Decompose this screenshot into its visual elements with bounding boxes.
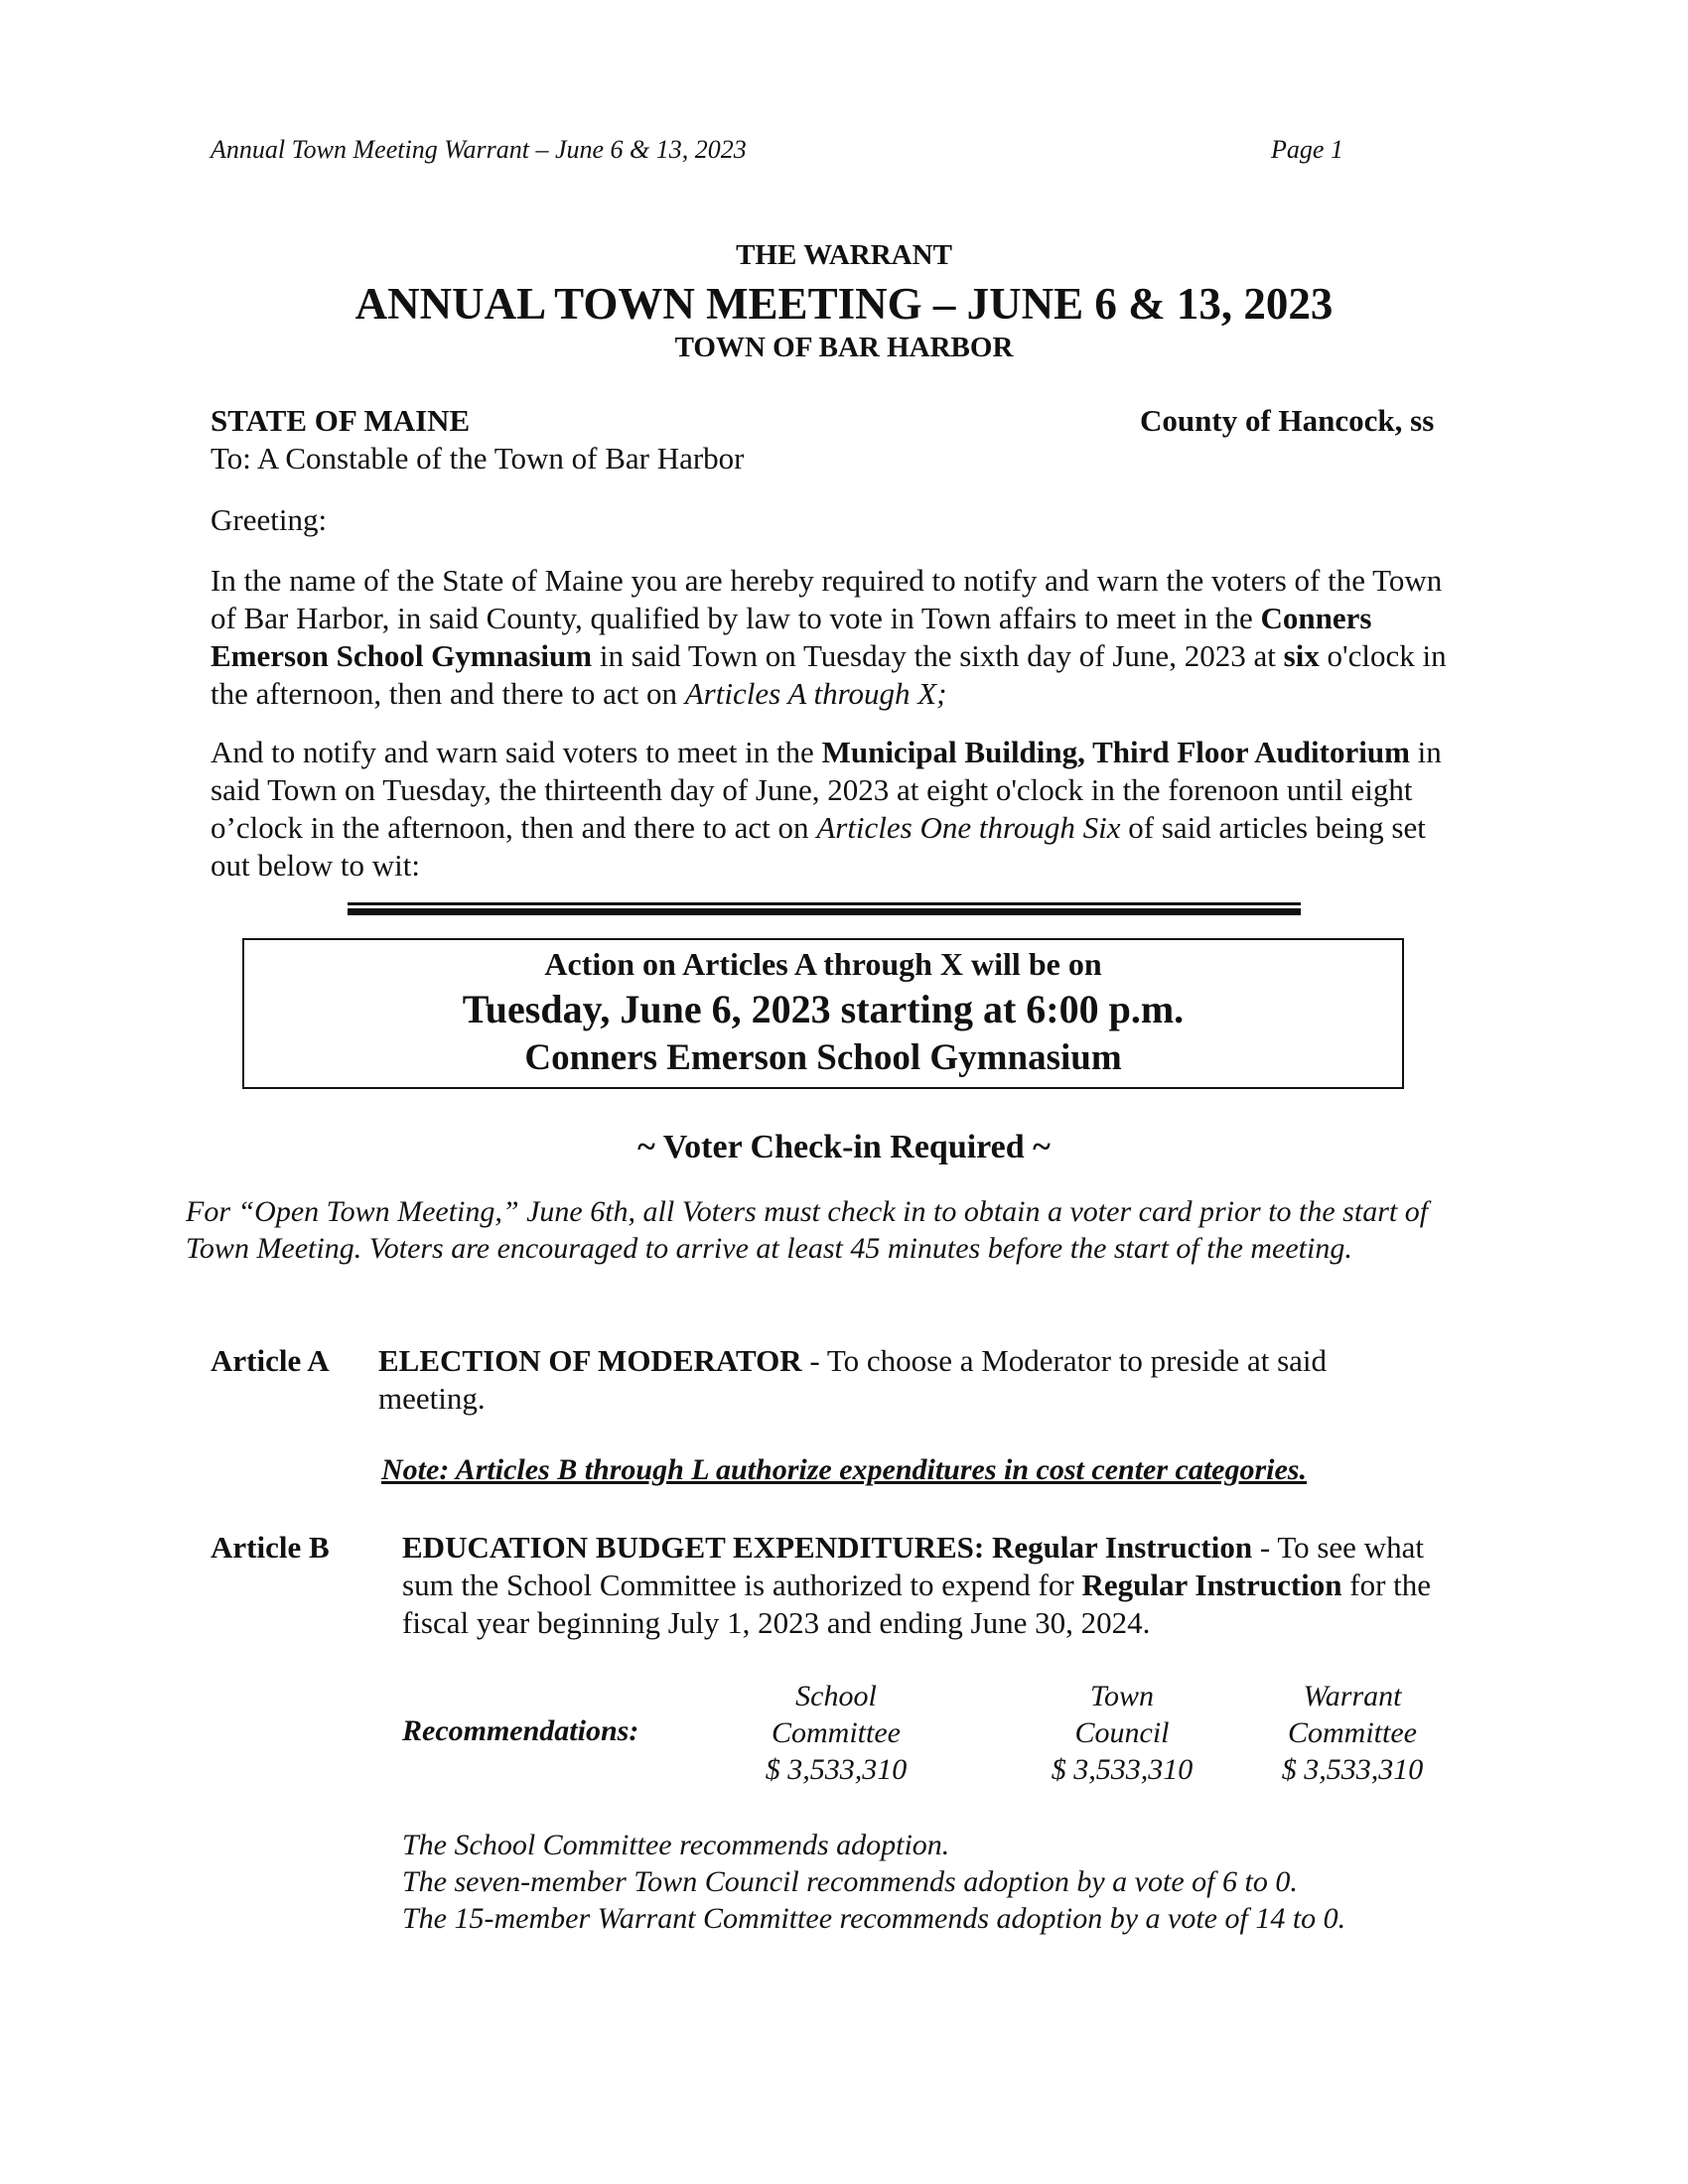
state-heading: STATE OF MAINE <box>211 403 471 438</box>
amount: $ 3,533,310 <box>765 1753 908 1786</box>
recommendation-warrant-committee: Warrant Committee $ 3,533,310 <box>1253 1678 1452 1788</box>
article-a-title: ELECTION OF MODERATOR <box>378 1343 802 1378</box>
checkin-heading: ~ Voter Check-in Required ~ <box>637 1129 1051 1165</box>
divider-rule-thick <box>348 908 1301 915</box>
greeting: Greeting: <box>211 502 328 537</box>
to-line: To: A Constable of the Town of Bar Harbor <box>211 441 745 476</box>
paragraph-notice-june-13: And to notify and warn said voters to meet in the Municipal Building, Third Floor Auditorium in said Town on Tuesday, the thirteenth day of June, 2023 at eight o'clock in the forenoon until eight o’clock in the afternoon, then and there to act on Articles One through Six of said articles being set out below to wit: <box>211 735 1442 883</box>
recommendations-label: Recommendations: <box>402 1714 639 1747</box>
announcement-line-1: Action on Articles A through X will be on <box>544 946 1102 982</box>
vote-statement: The 15-member Warrant Committee recommends adoption by a vote of 14 to 0. <box>402 1902 1346 1935</box>
page-number: Page 1 <box>1271 135 1343 164</box>
vote-statement: The seven-member Town Council recommends adoption by a vote of 6 to 0. <box>402 1865 1298 1898</box>
divider-rule <box>348 902 1301 905</box>
page-title: ANNUAL TOWN MEETING – JUNE 6 & 13, 2023 <box>354 279 1334 329</box>
announcement-line-3: Conners Emerson School Gymnasium <box>524 1037 1122 1078</box>
county-heading: County of Hancock, ss <box>1140 403 1435 438</box>
town-name: TOWN OF BAR HARBOR <box>674 332 1014 363</box>
running-header: Annual Town Meeting Warrant – June 6 & 13, 2023 <box>211 135 747 164</box>
recommendation-school-committee: School Committee $ 3,533,310 <box>737 1678 935 1788</box>
location-gymnasium: Conners Emerson School Gymnasium <box>211 601 1372 673</box>
checkin-text: For “Open Town Meeting,” June 6th, all Voters must check in to obtain a voter card prior to the start of Town Meeting. Voters are encouraged to arrive at least 45 minutes before the start of the meeting. <box>186 1195 1429 1265</box>
meeting-announcement-box <box>242 938 1404 1089</box>
article-b-label: Article B <box>211 1530 330 1565</box>
vote-statement: The School Committee recommends adoption. <box>402 1829 950 1861</box>
article-b-text: EDUCATION BUDGET EXPENDITURES: Regular Instruction - To see what sum the School Committee is authorized to expend for Regular Instruction for the fiscal year beginning July 1, 2023 and ending June 30, 2024. <box>402 1530 1432 1640</box>
vote-statements <box>402 1827 1455 1937</box>
article-b-title: EDUCATION BUDGET EXPENDITURES: Regular Instruction <box>402 1530 1253 1565</box>
amount: $ 3,533,310 <box>1281 1753 1424 1786</box>
article-a-text: ELECTION OF MODERATOR - To choose a Moderator to preside at said meeting. <box>378 1343 1328 1416</box>
paragraph-notice-june-6: In the name of the State of Maine you are hereby required to notify and warn the voters of the Town of Bar Harbor, in said County, qualified by law to vote in Town affairs to meet in the Conners Emerson School Gymnasium in said Town on Tuesday the sixth day of June, 2023 at six o'clock in the afternoon, then and there to act on Articles A through X; <box>211 563 1447 711</box>
amount: $ 3,533,310 <box>1051 1753 1194 1786</box>
recommendation-town-council: Town Council $ 3,533,310 <box>1023 1678 1221 1788</box>
location-auditorium: Municipal Building, Third Floor Auditorium <box>821 735 1410 769</box>
cost-center-note: Note: Articles B through L authorize expenditures in cost center categories. <box>381 1453 1307 1486</box>
warrant-label: THE WARRANT <box>736 239 952 271</box>
article-a-label: Article A <box>211 1343 330 1378</box>
announcement-line-2: Tuesday, June 6, 2023 starting at 6:00 p.m. <box>462 987 1185 1031</box>
